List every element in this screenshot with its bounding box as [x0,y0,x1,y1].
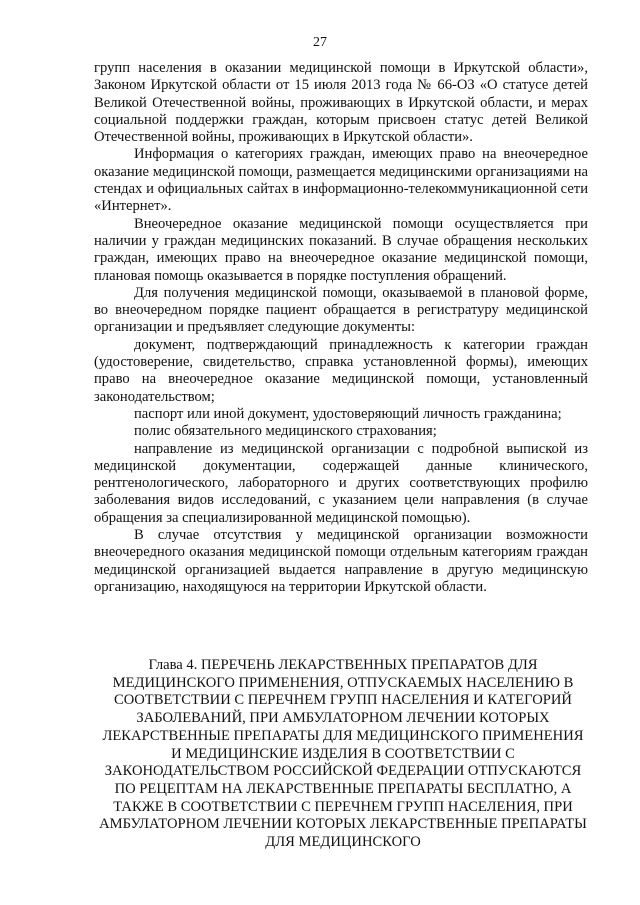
paragraph-registration-documents: Для получения медицинской помощи, оказываемой в плановой форме, во внеочередном порядке пациент обращается в регистратуру медицинской организации и предъявляет следующие документы: [94,284,588,336]
paragraph-law-reference: групп населения в оказании медицинской помощи в Иркутской области», Законом Иркутской области от 15 июля 2013 года № 66-ОЗ «О статусе детей Великой Отечественной войны, проживающих в Иркутской области, и мерах социальной поддержки граждан, которым присвоен статус детей Великой Отечественной войны, проживающих в Иркутской области». [94,60,588,146]
list-item-insurance-policy: полис обязательного медицинского страхования; [134,423,437,440]
page-number: 27 [313,35,327,50]
paragraph-information-placement: Информация о категориях граждан, имеющих право на внеочередное оказание медицинской помощи, размещается медицинскими организациями на стендах и официальных сайтах в информационно-телекоммуникационной сети «Интернет». [94,146,588,215]
paragraph-referral-other-organization: В случае отсутствия у медицинской организации возможности внеочередного оказания медицинской помощи отдельным категориям граждан медицинской организацией выдается направление в другую медицинскую организацию, находящуюся на территории Иркутской области. [94,527,588,595]
list-item-referral: направление из медицинской организации с подробной выпиской из медицинской документации, содержащей данные клинического, рентгенологического, лабораторного и других соответствующих профилю заболевания видов исследований, с указанием цели направления (в случае обращения за специализированной медицинской помощью). [94,440,588,526]
paragraph-priority-care: Внеочередное оказание медицинской помощи осуществляется при наличии у граждан медицинских показаний. В случае обращения нескольких граждан, имеющих право на внеочередное оказание медицинской помощи, плановая помощь оказывается в порядке поступления обращений. [94,215,588,284]
list-item-passport: паспорт или иной документ, удостоверяющий личность гражданина; [134,405,562,422]
document-body [94,60,588,596]
chapter-heading: Глава 4. ПЕРЕЧЕНЬ ЛЕКАРСТВЕННЫХ ПРЕПАРАТОВ ДЛЯ МЕДИЦИНСКОГО ПРИМЕНЕНИЯ, ОТПУСКАЕМЫХ НАСЕЛЕНИЮ В СООТВЕТСТВИИ С ПЕРЕЧНЕМ ГРУПП НАСЕЛЕНИЯ И КАТЕГОРИЙ ЗАБОЛЕВАНИЙ, ПРИ АМБУЛАТОРНОМ ЛЕЧЕНИИ КОТОРЫХ ЛЕКАРСТВЕННЫЕ ПРЕПАРАТЫ ДЛЯ МЕДИЦИНСКОГО ПРИМЕНЕНИЯ И МЕДИЦИНСКИЕ ИЗДЕЛИЯ В СООТВЕТСТВИИ С ЗАКОНОДАТЕЛЬСТВОМ РОССИЙСКОЙ ФЕДЕРАЦИИ ОТПУСКАЮТСЯ ПО РЕЦЕПТАМ НА ЛЕКАРСТВЕННЫЕ ПРЕПАРАТЫ БЕСПЛАТНО, А ТАКЖЕ В СООТВЕТСТВИИ С ПЕРЕЧНЕМ ГРУПП НАСЕЛЕНИЯ, ПРИ АМБУЛАТОРНОМ ЛЕЧЕНИИ КОТОРЫХ ЛЕКАРСТВЕННЫЕ ПРЕПАРАТЫ ДЛЯ МЕДИЦИНСКОГО [99,657,587,851]
list-item-category-document: документ, подтверждающий принадлежность к категории граждан (удостоверение, свидетельство, справка установленной формы), имеющих право на внеочередное оказание медицинской помощи, установленный законодательством; [94,336,588,405]
